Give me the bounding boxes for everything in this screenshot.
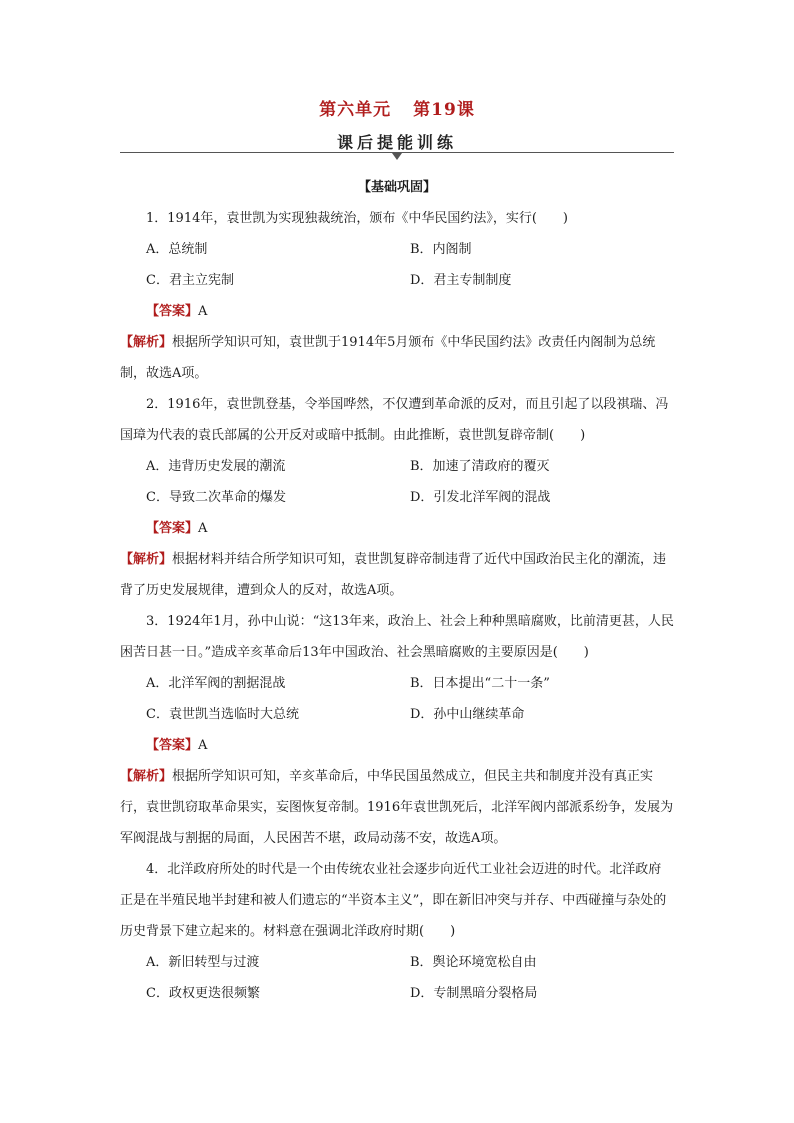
lesson-label: 第19课 — [413, 100, 475, 120]
option-a: A．北洋军阀的割据混战 — [146, 676, 286, 691]
answer-line — [120, 296, 674, 327]
option-d: D．君主专制制度 — [410, 273, 512, 288]
page-subtitle: 课后提能训练 — [336, 133, 457, 152]
option-c: C．袁世凯当选临时大总统 — [146, 707, 299, 722]
answer-line — [120, 730, 674, 761]
option-d: D．孙中山继续革命 — [410, 707, 525, 722]
options-row — [120, 482, 674, 513]
options-row — [120, 234, 674, 265]
explanation — [120, 761, 674, 854]
option-b: B．加速了清政府的覆灭 — [410, 459, 550, 474]
explanation-text: 根据所学知识可知，袁世凯于1914年5月颁布《中华民国约法》改责任内阁制为总统制，故选A项。 — [120, 335, 656, 381]
explanation-text: 根据所学知识可知，辛亥革命后，中华民国虽然成立，但民主共和制度并没有真正实行，袁世凯窃取革命果实，妄图恢复帝制。1916年袁世凯死后，北洋军阀内部派系纷争，发展为军阀混战与割据的局面，人民困苦不堪，政局动荡不安，故选A项。 — [120, 769, 674, 846]
options-row — [120, 451, 674, 482]
question-stem: 4．北洋政府所处的时代是一个由传统农业社会逐步向近代工业社会迈进的时代。北洋政府正是在半殖民地半封建和被人们遗忘的“半资本主义”，即在新旧冲突与并存、中西碰撞与杂处的历史背景下建立起来的。材料意在强调北洋政府时期( ) — [120, 862, 667, 939]
explanation-text: 根据材料并结合所学知识可知，袁世凯复辟帝制违背了近代中国政治民主化的潮流，违背了历史发展规律，遭到众人的反对，故选A项。 — [120, 552, 667, 598]
option-a: A．新旧转型与过渡 — [146, 955, 260, 970]
explanation — [120, 544, 674, 606]
answer-tag: 【答案】 — [146, 738, 199, 753]
answer-line — [120, 513, 674, 544]
question-stem: 1．1914年，袁世凯为实现独裁统治，颁布《中华民国约法》，实行( ) — [146, 211, 568, 226]
option-b: B．日本提出“二十一条” — [410, 676, 550, 691]
options-row — [120, 699, 674, 730]
option-b: B．舆论环境宽松自由 — [410, 955, 537, 970]
explanation-tag: 【解析】 — [120, 552, 173, 567]
option-d: D．专制黑暗分裂格局 — [410, 986, 538, 1001]
explanation-tag: 【解析】 — [120, 769, 173, 784]
option-d: D．引发北洋军阀的混战 — [410, 490, 551, 505]
section-heading: 【基础巩固】 — [357, 180, 436, 195]
option-c: C．导致二次革命的爆发 — [146, 490, 286, 505]
content-body — [120, 172, 674, 1009]
options-row — [120, 947, 674, 978]
option-a: A．违背历史发展的潮流 — [146, 459, 286, 474]
answer-value: A — [198, 304, 208, 319]
answer-tag: 【答案】 — [146, 304, 199, 319]
question-stem: 3．1924年1月，孙中山说：“这13年来，政治上、社会上种种黑暗腐败，比前清更甚，人民困苦日甚一日。”造成辛亥革命后13年中国政治、社会黑暗腐败的主要原因是( ) — [120, 614, 674, 660]
options-row — [120, 265, 674, 296]
options-row — [120, 978, 674, 1009]
unit-lesson-title — [0, 95, 794, 120]
unit-label: 第六单元 — [319, 100, 392, 120]
option-b: B．内阁制 — [410, 242, 472, 257]
answer-value: A — [198, 738, 208, 753]
option-c: C．政权更迭很频繁 — [146, 986, 260, 1001]
answer-value: A — [198, 521, 208, 536]
option-c: C．君主立宪制 — [146, 273, 234, 288]
question-stem: 2．1916年，袁世凯登基，令举国哗然，不仅遭到革命派的反对，而且引起了以段祺瑞、冯国璋为代表的袁氏部属的公开反对或暗中抵制。由此推断，袁世凯复辟帝制( ) — [120, 397, 669, 443]
divider-arrow-icon — [392, 153, 402, 160]
answer-tag: 【答案】 — [146, 521, 199, 536]
explanation-tag: 【解析】 — [120, 335, 173, 350]
option-a: A．总统制 — [146, 242, 208, 257]
explanation — [120, 327, 674, 389]
options-row — [120, 668, 674, 699]
